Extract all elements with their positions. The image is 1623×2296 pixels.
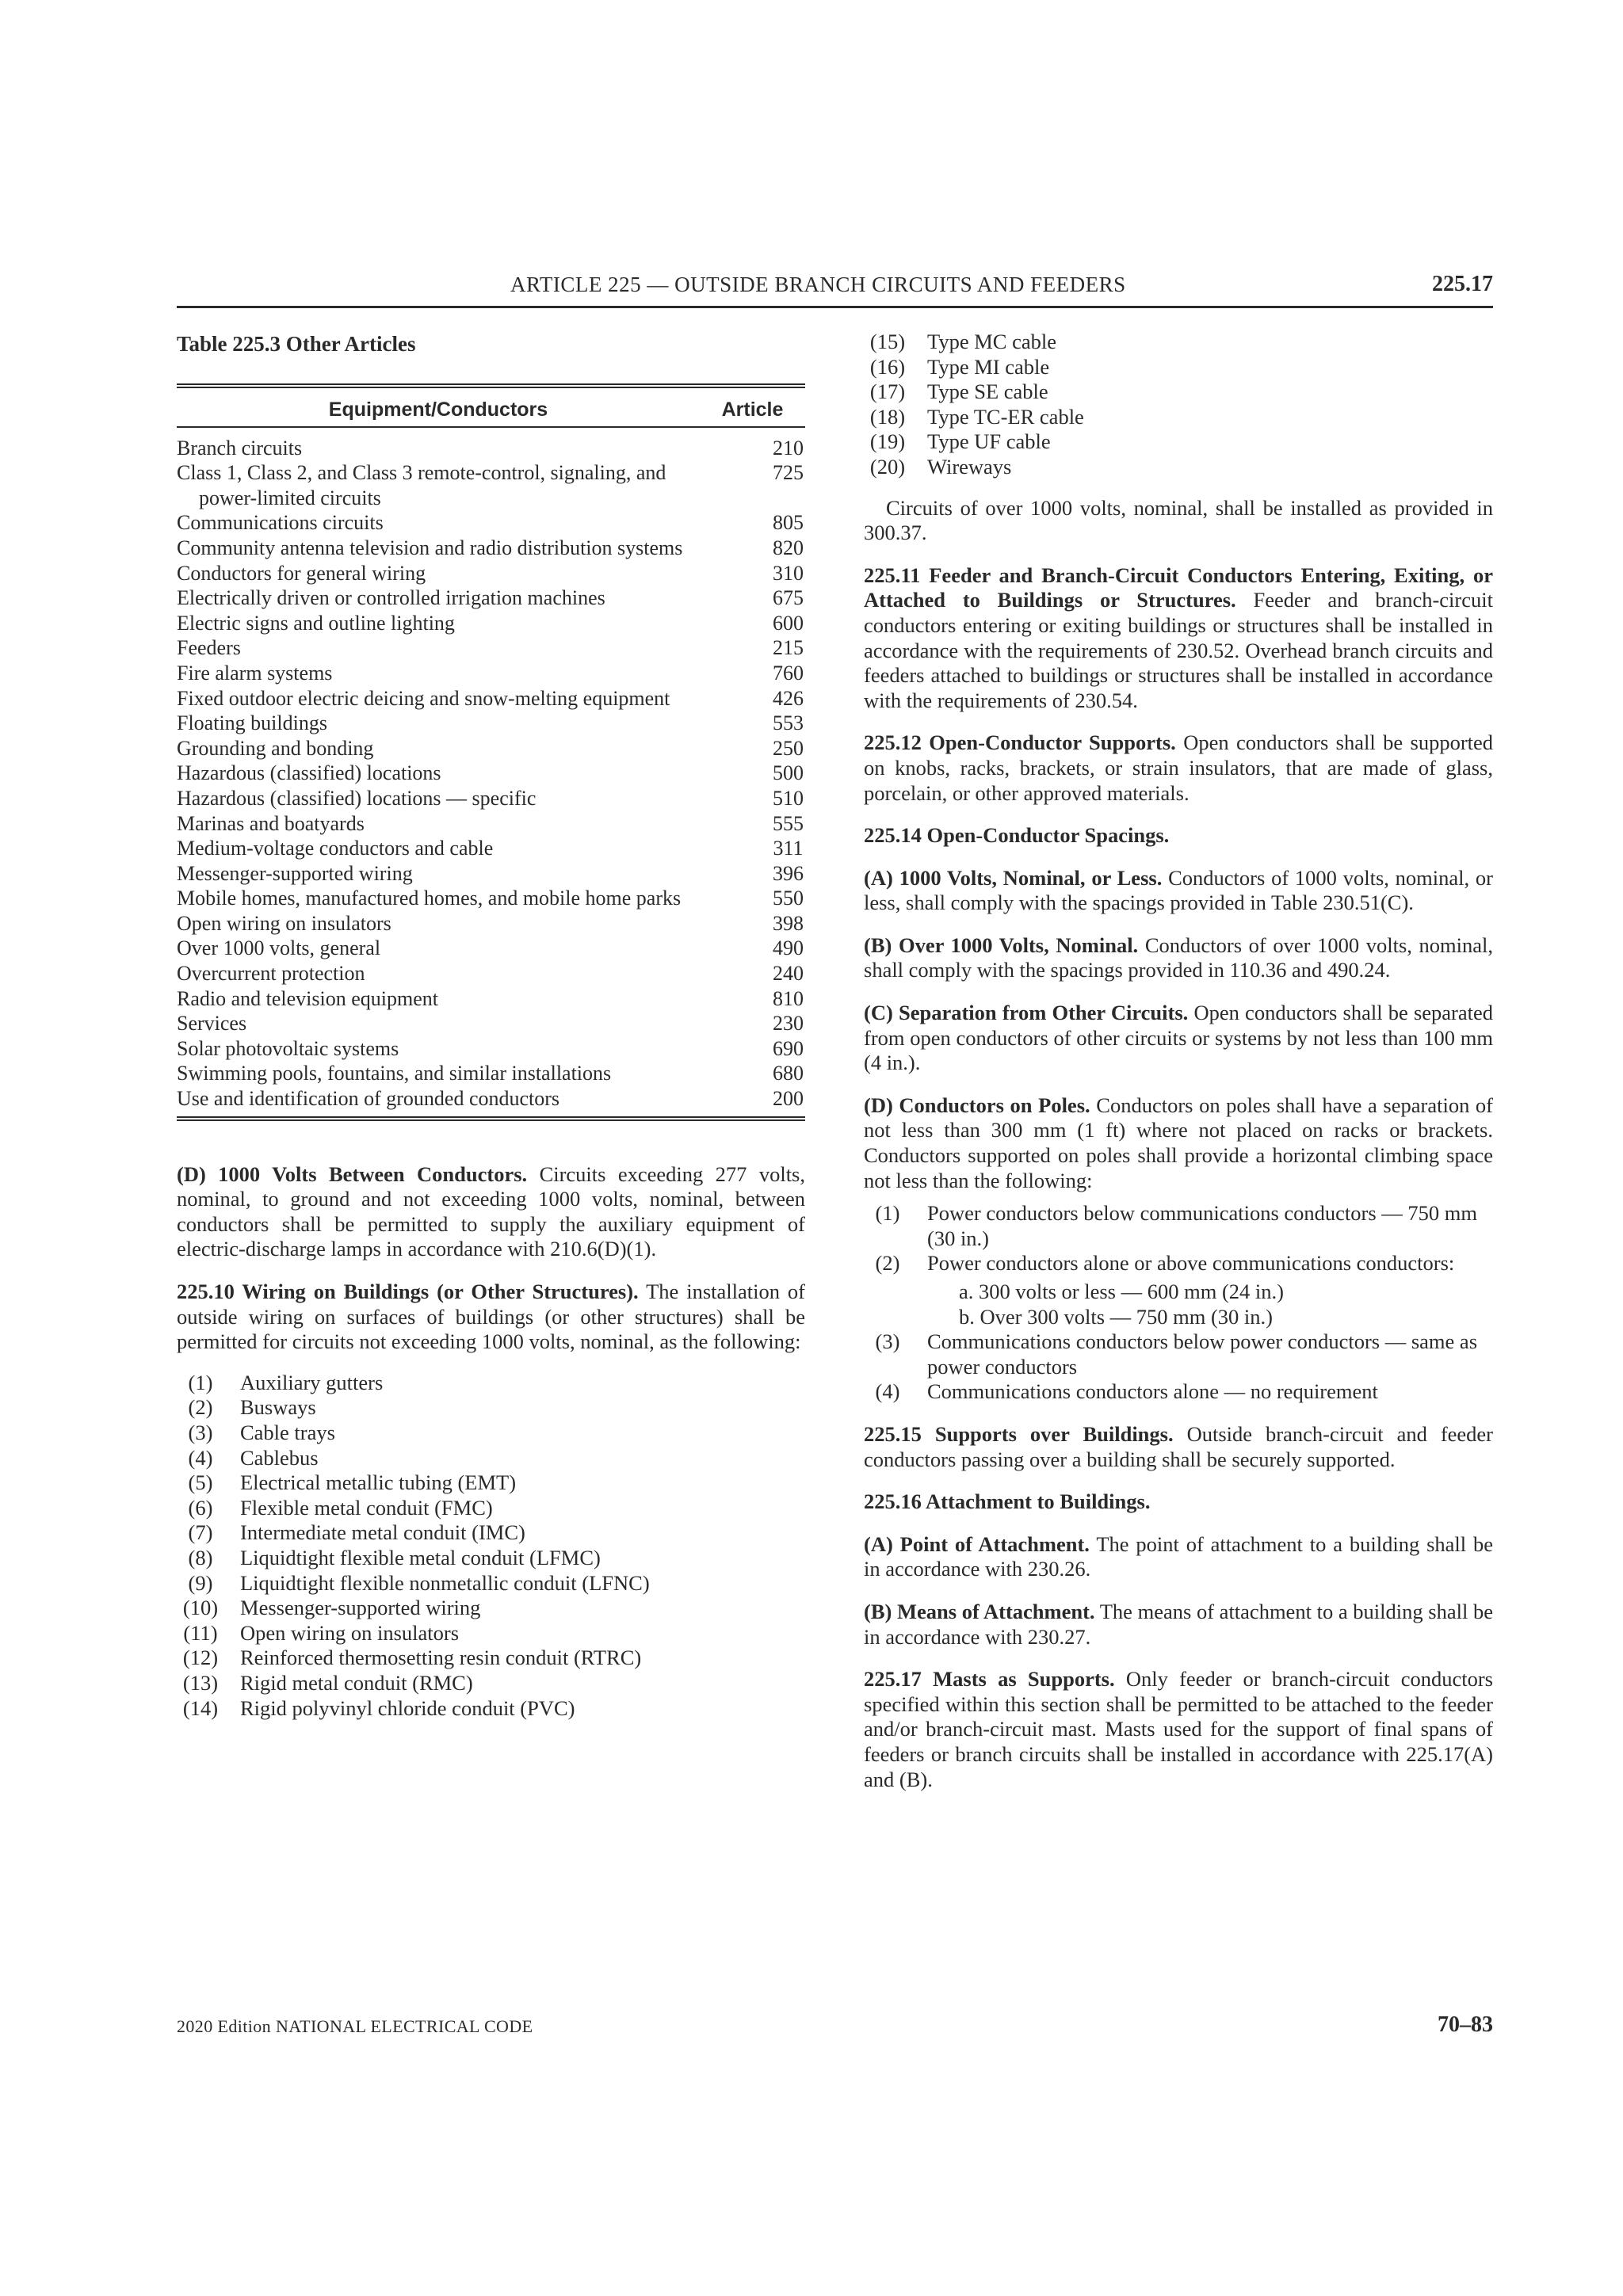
equipment-cell: Solar photovoltaic systems: [177, 1036, 399, 1060]
section-heading: 225.15 Supports over Buildings.: [864, 1421, 1174, 1446]
list-text: Type MI cable: [927, 354, 1050, 379]
wiring-methods-list-continued: [864, 330, 1493, 480]
section-heading: 225.17 Masts as Supports.: [864, 1667, 1115, 1691]
list-item: [177, 1596, 805, 1621]
table-body: [177, 427, 805, 1112]
list-text: Liquidtight flexible nonmetallic conduit (LFNC): [240, 1570, 650, 1595]
section-225-11: [864, 563, 1493, 714]
subsection-text: The point of attachment to a building shall be in accordance with 230.26.: [864, 1531, 1493, 1581]
article-cell: 680: [773, 1062, 804, 1085]
list-item: [864, 355, 1493, 380]
equipment-cell: Hazardous (classified) locations — specific: [177, 786, 537, 810]
list-number: (14): [182, 1695, 219, 1720]
list-number: (5): [188, 1470, 213, 1495]
section-225-14: [864, 823, 1493, 849]
subsection-a-spacings: [864, 866, 1493, 916]
table-row: [177, 911, 805, 936]
subsection-text: Conductors of 1000 volts, nominal, or less, shall comply with the spacings provided in Table 230.51(C).: [864, 865, 1493, 915]
list-number: (17): [869, 379, 906, 404]
subsection-heading: (D) 1000 Volts Between Conductors.: [177, 1161, 528, 1186]
list-text: Cablebus: [240, 1445, 319, 1470]
equipment-cell: Swimming pools, fountains, and similar installations: [177, 1062, 612, 1085]
list-number: (3): [875, 1329, 900, 1354]
running-header: [177, 266, 1493, 308]
table-row: [177, 936, 805, 961]
footer-edition: 2020 Edition NATIONAL ELECTRICAL CODE: [177, 2016, 533, 2036]
table-row: [177, 536, 805, 561]
section-225-16: [864, 1489, 1493, 1515]
list-item: [177, 1671, 805, 1696]
subsection-heading: (A) Point of Attachment.: [864, 1531, 1090, 1556]
column-header-article: Article: [700, 386, 805, 427]
list-number: (9): [188, 1570, 213, 1595]
section-heading: 225.10 Wiring on Buildings (or Other Structures).: [177, 1280, 639, 1303]
list-text: Intermediate metal conduit (IMC): [240, 1520, 525, 1545]
list-number: (4): [188, 1445, 213, 1470]
table-row: [177, 786, 805, 811]
article-cell: 396: [773, 861, 804, 885]
list-text: Power conductors alone or above communications conductors:: [927, 1251, 1455, 1276]
table-row: [177, 886, 805, 911]
list-number: (1): [875, 1201, 900, 1226]
equipment-cell: Electrically driven or controlled irrigation machines: [177, 586, 605, 610]
subsection-d-poles: [864, 1093, 1493, 1193]
list-item: [864, 405, 1493, 430]
subsection-text: The means of attachment to a building shall be in accordance with 230.27.: [864, 1599, 1493, 1649]
sub-list-item: b. Over 300 volts — 750 mm (30 in.): [959, 1304, 1273, 1329]
list-item: [177, 1446, 805, 1471]
section-225-10: [177, 1280, 805, 1355]
list-number: (3): [188, 1420, 213, 1444]
subsection-text: Conductors of over 1000 volts, nominal, shall comply with the spacings provided in 110.36 and 490.24.: [864, 933, 1493, 982]
article-cell: 210: [773, 436, 804, 460]
list-text: Auxiliary gutters: [240, 1370, 384, 1394]
subsection-text: Circuits exceeding 277 volts, nominal, to ground and not exceeding 1000 volts, nominal, between conductors shall be permitted to supply the auxiliary equipment of electric-discharge lamps in accordance with 210.6(D)(1).: [177, 1161, 805, 1261]
section-heading: 225.11 Feeder and Branch-Circuit Conductors Entering, Exiting, or Attached to Buildings or Structures.: [864, 563, 1493, 612]
list-item: [177, 1470, 805, 1496]
column-header-equipment: Equipment/Conductors: [177, 386, 700, 427]
article-cell: 805: [773, 511, 804, 535]
list-item: [177, 1546, 805, 1571]
table-row: [177, 986, 805, 1012]
article-cell: 820: [773, 536, 804, 559]
table-row: [177, 427, 805, 461]
list-text: Type MC cable: [927, 330, 1056, 353]
over-1000-volts-note: Circuits of over 1000 volts, nominal, shall be installed as provided in 300.37.: [864, 495, 1493, 545]
section-225-17: [864, 1667, 1493, 1792]
equipment-cell: Open wiring on insulators: [177, 911, 391, 935]
list-item: [177, 1421, 805, 1446]
section-text: Outside branch-circuit and feeder conductors passing over a building shall be securely supported.: [864, 1421, 1494, 1471]
table-row: [177, 635, 805, 661]
subsection-a-point-of-attachment: [864, 1532, 1493, 1582]
list-item: [864, 1379, 1493, 1405]
section-225-12: [864, 730, 1493, 806]
left-column: [177, 330, 805, 1721]
table-row: [177, 1086, 805, 1112]
subsection-heading: (C) Separation from Other Circuits.: [864, 1001, 1189, 1025]
table-row: [177, 585, 805, 611]
right-column: [864, 330, 1493, 1792]
list-number: (19): [869, 429, 906, 454]
subsection-heading: (B) Means of Attachment.: [864, 1599, 1095, 1623]
list-text: Type SE cable: [927, 379, 1048, 404]
list-text: Messenger-supported wiring: [240, 1596, 481, 1620]
article-cell: 810: [773, 986, 804, 1010]
article-cell: 311: [773, 837, 804, 860]
wiring-methods-list: [177, 1371, 805, 1721]
other-articles-table: [177, 383, 805, 1121]
article-cell: 500: [773, 761, 804, 785]
subsection-heading: (B) Over 1000 Volts, Nominal.: [864, 933, 1139, 957]
table-row: [177, 861, 805, 887]
table-row: [177, 561, 805, 586]
list-item: [177, 1621, 805, 1646]
list-item: [864, 330, 1493, 355]
section-heading: 225.12 Open-Conductor Supports.: [864, 730, 1176, 755]
equipment-cell: Services: [177, 1012, 247, 1035]
article-cell: 250: [773, 736, 804, 760]
equipment-cell: Use and identification of grounded conductors: [177, 1087, 560, 1111]
subsection-c-separation: [864, 1001, 1493, 1076]
list-text: Electrical metallic tubing (EMT): [240, 1470, 517, 1495]
section-number: 225.17: [1432, 272, 1493, 296]
subsection-text: Open conductors shall be separated from open conductors of other circuits or systems by not less than 100 mm (4 in.).: [864, 1001, 1493, 1075]
list-text: Reinforced thermosetting resin conduit (RTRC): [240, 1646, 642, 1670]
list-text: Rigid metal conduit (RMC): [240, 1670, 473, 1695]
list-text: Type UF cable: [927, 429, 1051, 454]
table-row: [177, 460, 805, 510]
subsection-text: Conductors on poles shall have a separation of not less than 300 mm (1 ft) where not placed on racks or brackets. Conductors supported on poles shall provide a horizontal climbing space not less than the following:: [864, 1093, 1494, 1192]
subsection-d-1000-volts: [177, 1162, 805, 1262]
list-text: Communications conductors alone — no requirement: [927, 1379, 1378, 1404]
article-cell: 230: [773, 1012, 804, 1035]
equipment-cell: Floating buildings: [177, 711, 327, 735]
equipment-cell: Branch circuits: [177, 436, 303, 460]
list-number: (15): [869, 330, 906, 353]
list-text: Power conductors below communications conductors — 750 mm (30 in.): [927, 1201, 1478, 1250]
article-cell: 215: [773, 636, 804, 660]
equipment-cell: Conductors for general wiring: [177, 561, 426, 585]
table-row: [177, 611, 805, 636]
list-number: (7): [188, 1520, 213, 1545]
article-cell: 398: [773, 911, 804, 935]
article-cell: 555: [773, 811, 804, 835]
table-row: [177, 761, 805, 786]
subsection-heading: (D) Conductors on Poles.: [864, 1093, 1090, 1117]
list-text: Liquidtight flexible metal conduit (LFMC): [240, 1545, 601, 1569]
list-item: [177, 1371, 805, 1396]
table-row: [177, 836, 805, 861]
section-225-15: [864, 1422, 1493, 1472]
section-text: Open conductors shall be supported on knobs, racks, brackets, or strain insulators, that are made of glass, porcelain, or other approved materials.: [864, 730, 1494, 805]
equipment-cell: Communications circuits: [177, 511, 384, 535]
equipment-cell: Grounding and bonding: [177, 736, 374, 760]
list-item: [864, 1329, 1493, 1379]
subsection-b-spacings: [864, 933, 1493, 983]
table-row: [177, 1011, 805, 1036]
list-item: [177, 1696, 805, 1722]
equipment-cell: Marinas and boatyards: [177, 811, 365, 835]
table-row: [177, 1036, 805, 1062]
table-row: [177, 510, 805, 536]
list-item: [177, 1520, 805, 1546]
article-cell: 600: [773, 611, 804, 635]
equipment-cell: Feeders: [177, 636, 241, 660]
section-text: The installation of outside wiring on surfaces of buildings (or other structures) shall be permitted for circuits not exceeding 1000 volts, nominal, as the following:: [177, 1280, 805, 1354]
list-number: (16): [869, 354, 906, 379]
article-cell: 760: [773, 661, 804, 685]
list-text: Cable trays: [240, 1420, 335, 1444]
list-item: [864, 429, 1493, 455]
article-cell: 426: [773, 686, 804, 710]
article-cell: 725: [773, 461, 804, 485]
section-text: Only feeder or branch-circuit conductors specified within this section shall be permitted to be attached to the feeder and/or branch-circuit mast. Masts used for the support of final spans of feeders or branch circuits shall be installed in accordance with 225.17(A) and (B).: [864, 1667, 1493, 1791]
page-number: 70–83: [1438, 2012, 1493, 2037]
article-cell: 690: [773, 1036, 804, 1060]
table-row: [177, 661, 805, 686]
article-cell: 310: [773, 561, 804, 585]
list-text: Type TC-ER cable: [927, 404, 1084, 429]
subsection-heading: (A) 1000 Volts, Nominal, or Less.: [864, 865, 1163, 890]
equipment-cell: Hazardous (classified) locations: [177, 761, 441, 785]
equipment-cell: Radio and television equipment: [177, 986, 438, 1010]
table-row: [177, 686, 805, 711]
equipment-cell: Messenger-supported wiring: [177, 861, 413, 885]
section-heading: 225.16 Attachment to Buildings.: [864, 1489, 1151, 1514]
list-number: (20): [869, 454, 906, 479]
sub-list-item: a. 300 volts or less — 600 mm (24 in.): [959, 1280, 1284, 1303]
list-number: (18): [869, 404, 906, 429]
article-cell: 490: [773, 936, 804, 960]
table-caption: Table 225.3 Other Articles: [177, 332, 416, 356]
equipment-cell: Over 1000 volts, general: [177, 936, 381, 960]
table-row: [177, 1061, 805, 1086]
article-title: ARTICLE 225 — OUTSIDE BRANCH CIRCUITS AND FEEDERS: [510, 273, 1126, 296]
table-row: [177, 711, 805, 736]
list-item: [864, 1201, 1493, 1251]
article-cell: 675: [773, 586, 804, 610]
list-item: [177, 1646, 805, 1671]
list-text: Flexible metal conduit (FMC): [240, 1495, 493, 1520]
list-number: (1): [188, 1370, 213, 1394]
section-heading: 225.14 Open-Conductor Spacings.: [864, 823, 1170, 848]
climbing-space-list: [864, 1201, 1493, 1405]
table-row: [177, 736, 805, 761]
list-item: [177, 1395, 805, 1421]
list-number: (13): [182, 1670, 219, 1695]
list-item: [177, 1571, 805, 1596]
equipment-cell: Community antenna television and radio distribution systems: [177, 536, 683, 559]
list-item: [864, 379, 1493, 405]
list-number: (12): [182, 1646, 219, 1670]
equipment-cell: Medium-voltage conductors and cable: [177, 837, 494, 860]
list-text: Open wiring on insulators: [240, 1620, 460, 1645]
equipment-cell: Class 1, Class 2, and Class 3 remote-control, signaling, and power-limited circuits: [177, 461, 666, 509]
list-item: [864, 1251, 1493, 1329]
equipment-cell: Mobile homes, manufactured homes, and mobile home parks: [177, 887, 682, 910]
section-text: Feeder and branch-circuit conductors entering or exiting buildings or structures shall be installed in accordance with the requirements of 230.52. Overhead branch circuits and feeders attached to buildings or structures shall be installed in accordance with the requirements of 230.54.: [864, 588, 1493, 712]
equipment-cell: Fixed outdoor electric deicing and snow-melting equipment: [177, 686, 670, 710]
list-text: Wireways: [927, 454, 1012, 479]
sub-list: [927, 1280, 1493, 1329]
list-number: (8): [188, 1545, 213, 1569]
list-text: Busways: [240, 1395, 316, 1420]
subsection-b-means-of-attachment: [864, 1600, 1493, 1650]
equipment-cell: Overcurrent protection: [177, 962, 365, 986]
list-number: (11): [183, 1620, 218, 1645]
list-item: [864, 455, 1493, 480]
list-number: (10): [182, 1596, 219, 1620]
table-row: [177, 811, 805, 837]
list-text: Rigid polyvinyl chloride conduit (PVC): [240, 1695, 575, 1720]
article-cell: 200: [773, 1087, 804, 1111]
table-row: [177, 961, 805, 986]
article-cell: 553: [773, 711, 804, 735]
list-number: (2): [875, 1251, 900, 1276]
list-text: Communications conductors below power conductors — same as power conductors: [927, 1329, 1478, 1379]
article-cell: 510: [773, 786, 804, 810]
equipment-cell: Fire alarm systems: [177, 661, 333, 685]
list-number: (4): [875, 1379, 900, 1404]
list-item: [177, 1496, 805, 1521]
article-cell: 240: [773, 962, 804, 986]
equipment-cell: Electric signs and outline lighting: [177, 611, 455, 635]
article-cell: 550: [773, 887, 804, 910]
list-number: (2): [188, 1395, 213, 1420]
list-number: (6): [188, 1495, 213, 1520]
